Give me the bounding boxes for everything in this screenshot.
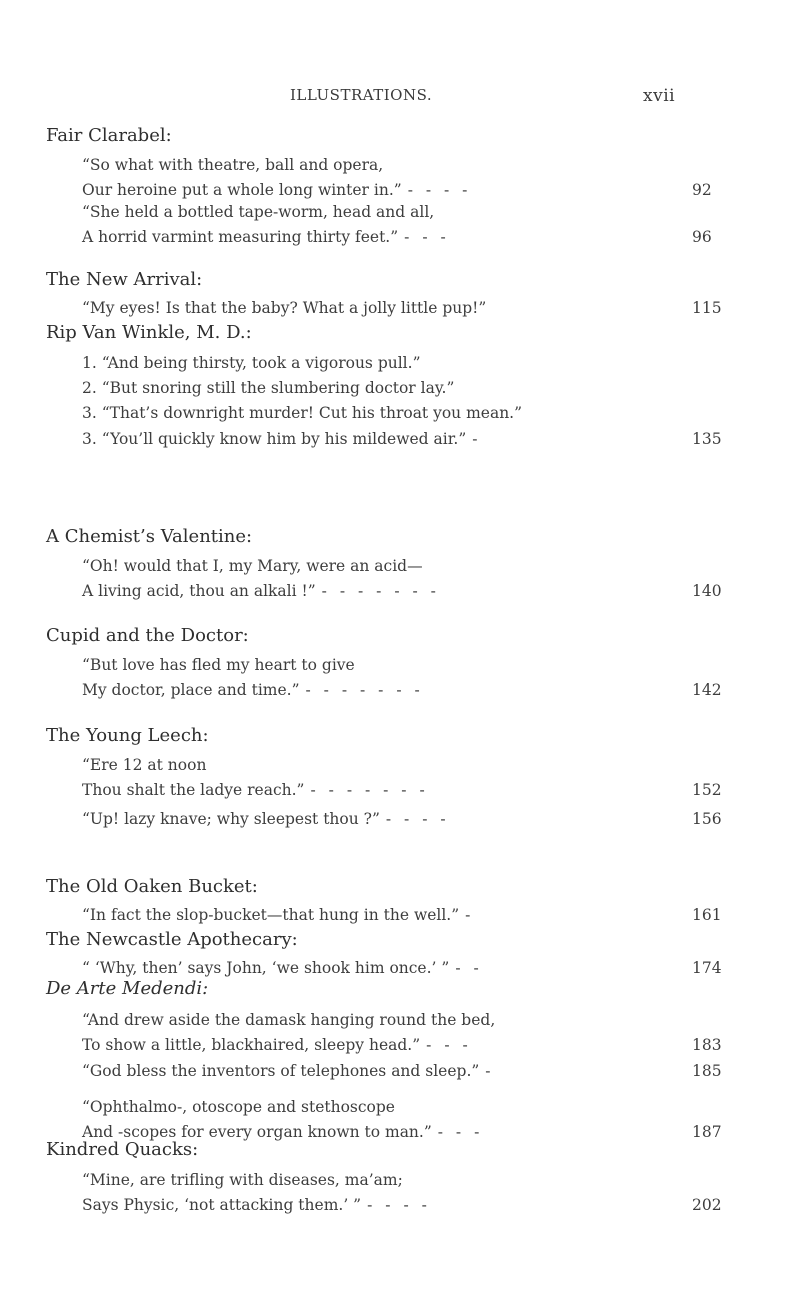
page-reference: 135 <box>692 430 722 448</box>
leader-dots: - - - - <box>367 1196 431 1214</box>
illustration-caption-line: 3. “You’ll quickly know him by his mildewed air.” - <box>82 430 482 448</box>
illustration-caption-line: “Mine, are trifling with diseases, ma’am; <box>82 1171 403 1189</box>
page-reference: 140 <box>692 582 722 600</box>
page-reference: 161 <box>692 906 722 924</box>
illustration-caption-line: “Ere 12 at noon <box>82 756 207 774</box>
illustration-caption-line: “But love has fled my heart to give <box>82 656 355 674</box>
illustration-caption-line: “So what with theatre, ball and opera, <box>82 156 384 174</box>
section-title: De Arte Medendi: <box>46 978 209 999</box>
page-reference: 183 <box>692 1036 722 1054</box>
illustration-caption-line: 3. “That’s downright murder! Cut his throat you mean.” <box>82 404 523 422</box>
illustration-caption-line: Thou shalt the ladye reach.” - - - - - - - <box>82 781 429 799</box>
illustration-caption-line: “She held a bottled tape-worm, head and all, <box>82 203 435 221</box>
illustration-caption-line: To show a little, blackhaired, sleepy head.” - - - <box>82 1036 472 1054</box>
illustration-caption-line: “And drew aside the damask hanging round the bed, <box>82 1011 496 1029</box>
leader-dots: - - - - <box>385 810 450 828</box>
illustration-caption-line: And -scopes for every organ known to man.” - - - <box>82 1123 484 1141</box>
illustration-caption-line: My doctor, place and time.” - - - - - - - <box>82 681 424 699</box>
section-title: Kindred Quacks: <box>46 1139 199 1160</box>
page-reference: 92 <box>692 181 712 199</box>
leader-dots: - - - - - - - <box>310 781 429 799</box>
section-title: The Old Oaken Bucket: <box>46 876 258 897</box>
illustration-caption-line: “Up! lazy knave; why sleepest thou ?” - - - - <box>82 810 450 828</box>
leader-dots: - - - - - - - <box>305 681 424 699</box>
illustration-caption-line: A horrid varmint measuring thirty feet.” - - - <box>82 228 450 246</box>
section-title: The Young Leech: <box>46 725 209 746</box>
leader-dots: - <box>465 906 475 924</box>
illustration-caption-line: Says Physic, ‘not attacking them.’ ” - - - - <box>82 1196 431 1214</box>
section-title: Fair Clarabel: <box>46 125 172 146</box>
section-title: A Chemist’s Valentine: <box>46 526 253 547</box>
header-title: ILLUSTRATIONS. <box>290 86 433 104</box>
page-reference: 156 <box>692 810 722 828</box>
running-header <box>0 86 800 110</box>
leader-dots: - - - <box>426 1036 472 1054</box>
illustration-caption-line: “My eyes! Is that the baby? What a jolly little pup!” <box>82 299 487 317</box>
page-reference: 187 <box>692 1123 722 1141</box>
section-title: Cupid and the Doctor: <box>46 625 249 646</box>
leader-dots: - - - - <box>407 181 472 199</box>
leader-dots: - - <box>455 959 483 977</box>
page-reference: 174 <box>692 959 722 977</box>
illustration-caption-line: “Ophthalmo-, otoscope and stethoscope <box>82 1098 395 1116</box>
page-reference: 142 <box>692 681 722 699</box>
illustration-caption-line: “ ‘Why, then’ says John, ‘we shook him once.’ ” - - <box>82 959 483 977</box>
leader-dots: - - - - - - - <box>321 582 440 600</box>
illustration-caption-line: A living acid, thou an alkali !” - - - - - - - <box>82 582 440 600</box>
leader-dots: - <box>472 430 482 448</box>
page-reference: 185 <box>692 1062 722 1080</box>
page-reference: 152 <box>692 781 722 799</box>
illustration-caption-line: “God bless the inventors of telephones and sleep.” - <box>82 1062 495 1080</box>
leader-dots: - <box>485 1062 495 1080</box>
page-reference: 96 <box>692 228 712 246</box>
illustration-caption-line: “Oh! would that I, my Mary, were an acid— <box>82 557 423 575</box>
illustration-caption-line: 1. “And being thirsty, took a vigorous pull.” <box>82 354 421 372</box>
section-title: Rip Van Winkle, M. D.: <box>46 322 252 343</box>
page-reference: 202 <box>692 1196 722 1214</box>
page-reference: 115 <box>692 299 722 317</box>
section-title: The Newcastle Apothecary: <box>46 929 298 950</box>
illustration-caption-line: 2. “But snoring still the slumbering doctor lay.” <box>82 379 455 397</box>
section-title: The New Arrival: <box>46 269 203 290</box>
leader-dots: - - - <box>437 1123 484 1141</box>
illustration-caption-line: “In fact the slop-bucket—that hung in the well.” - <box>82 906 475 924</box>
header-page-number: xvii <box>643 86 676 106</box>
leader-dots: - - - <box>404 228 450 246</box>
illustration-caption-line: Our heroine put a whole long winter in.” - - - - <box>82 181 472 199</box>
